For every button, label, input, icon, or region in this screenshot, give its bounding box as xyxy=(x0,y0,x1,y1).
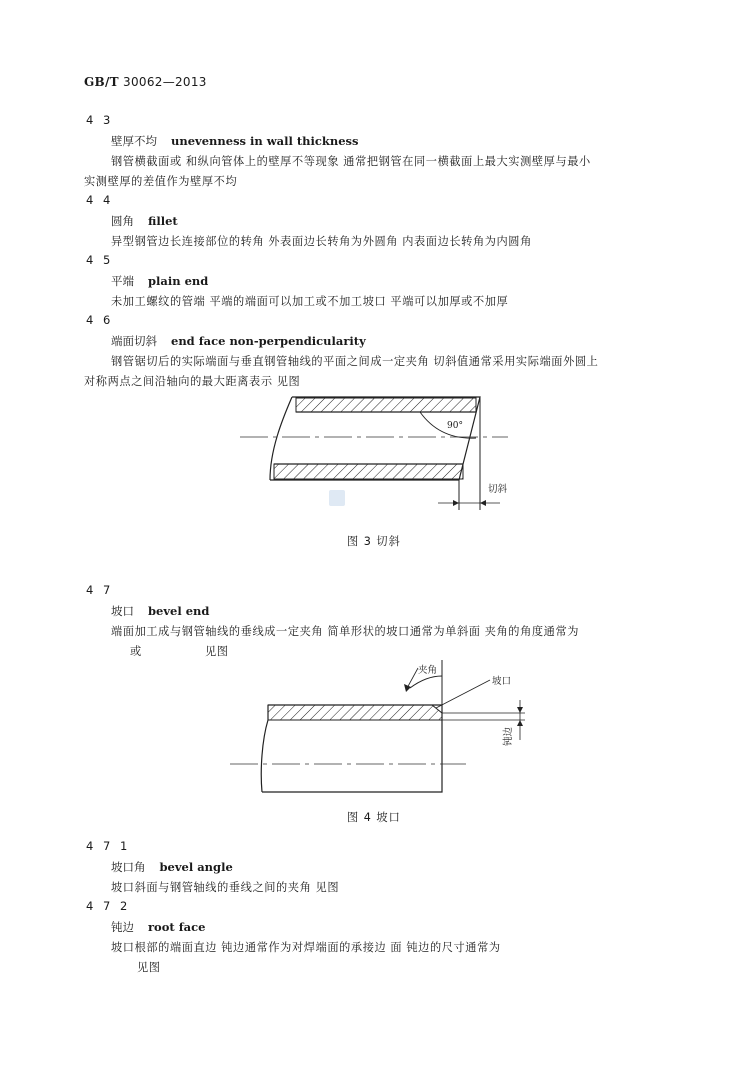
section-number-4-4: 4 4 xyxy=(86,193,114,207)
section-number-4-3: 4 3 xyxy=(86,113,114,127)
term-cn: 坡口角 xyxy=(111,860,146,874)
section-number-4-5: 4 5 xyxy=(86,253,114,267)
definition-4-7-line2b: 见图 xyxy=(205,645,229,658)
section-number-4-7: 4 7 xyxy=(86,583,114,597)
figure-3-caption: 图 3 切斜 xyxy=(347,535,401,548)
term-cn: 圆角 xyxy=(111,214,134,228)
term-cn: 平端 xyxy=(111,274,134,288)
definition-4-3-line1: 钢管横截面或 和纵向管体上的壁厚不等现象 通常把钢管在同一横截面上最大实测壁厚与最小 xyxy=(111,155,591,168)
term-en: bevel end xyxy=(148,604,210,618)
figure-4-root-arrow-top xyxy=(517,707,523,713)
term-cn: 壁厚不均 xyxy=(111,134,157,148)
standard-code: GB/T xyxy=(84,75,119,89)
section-number-4-7-2: 4 7 2 xyxy=(86,899,131,913)
definition-4-7-line2a: 或 xyxy=(130,645,142,658)
definition-4-7-2-line1: 坡口根部的端面直边 钝边通常作为对焊端面的承接边 面 钝边的尺寸通常为 xyxy=(111,941,501,954)
term-en: root face xyxy=(148,920,206,934)
section-number-4-7-1: 4 7 1 xyxy=(86,839,131,853)
figure-4-pipe xyxy=(261,705,442,792)
figure-4-bevel-leader xyxy=(436,680,490,708)
figure-4-root-label: 钝边 xyxy=(503,726,514,746)
figure-4-root-arrow-bottom xyxy=(517,720,523,726)
term-en: bevel angle xyxy=(159,860,233,874)
figure-4-angle-label: 夹角 xyxy=(418,665,438,676)
definition-4-6-line1: 钢管锯切后的实际端面与垂直钢管轴线的平面之间成一定夹角 切斜值通常采用实际端面外圆上 xyxy=(111,355,599,368)
term-en: plain end xyxy=(148,274,209,288)
figure-3-cut-label: 切斜 xyxy=(488,484,508,495)
figure-4-bevel-label: 坡口 xyxy=(492,676,512,687)
term-en: end face non-perpendicularity xyxy=(171,334,366,348)
figure-4-angle-arc xyxy=(410,676,442,688)
figure-3-angle-label: 90° xyxy=(447,421,463,431)
section-number-4-6: 4 6 xyxy=(86,313,114,327)
definition-4-7-2-line2: 见图 xyxy=(137,961,161,974)
definition-4-7-1-line1: 坡口斜面与钢管轴线的垂线之间的夹角 见图 xyxy=(111,881,340,894)
definition-4-5-line1: 未加工螺纹的管端 平端的端面可以加工或不加工坡口 平端可以加厚或不加厚 xyxy=(111,295,509,308)
figure-4-angle-arrow xyxy=(404,684,411,692)
term-4-7-1 xyxy=(111,859,233,875)
term-en: unevenness in wall thickness xyxy=(171,134,359,148)
definition-4-4-line1: 异型钢管边长连接部位的转角 外表面边长转角为外圆角 内表面边长转角为内圆角 xyxy=(111,235,532,248)
definition-4-7-line1: 端面加工成与钢管轴线的垂线成一定夹角 简单形状的坡口通常为单斜面 夹角的角度通常为 xyxy=(111,625,580,638)
definition-4-6-line2: 对称两点之间沿轴向的最大距离表示 见图 xyxy=(84,375,301,388)
term-4-7-2 xyxy=(111,919,205,935)
term-en: fillet xyxy=(148,214,178,228)
term-cn: 钝边 xyxy=(111,920,134,934)
standard-number: 30062—2013 xyxy=(118,75,207,89)
figure-4-caption: 图 4 坡口 xyxy=(347,811,401,824)
term-cn: 端面切斜 xyxy=(111,334,157,348)
definition-4-3-line2: 实测壁厚的差值作为壁厚不均 xyxy=(84,175,238,188)
term-cn: 坡口 xyxy=(111,604,134,618)
